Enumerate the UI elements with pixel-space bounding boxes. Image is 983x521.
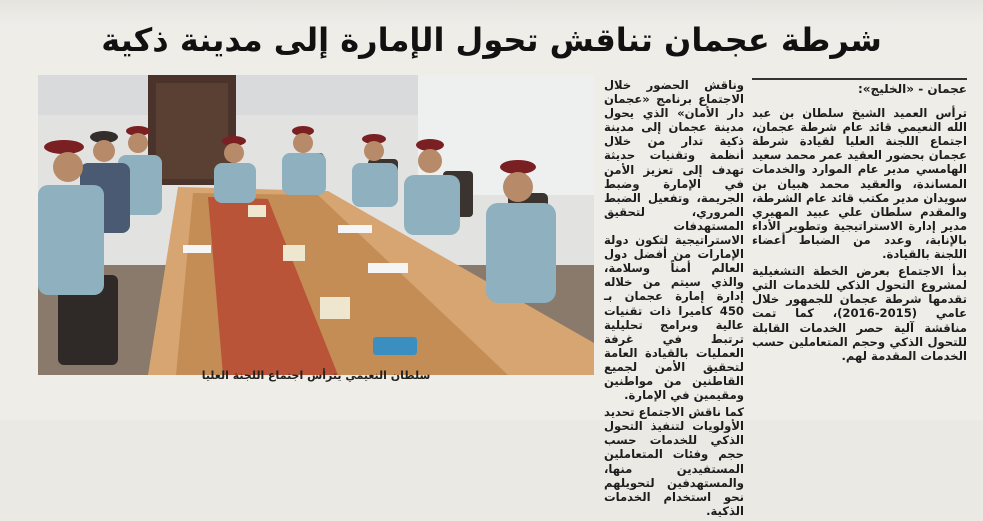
meeting-photo — [38, 75, 594, 375]
article-paragraph: بدأ الاجتماع بعرض الخطة التشغيلية لمشروع التحول الذكي للخدمات التي تقدمها شرطة عجمان للجمهور خلال عامي (2015-2016)، كما تمت مناقشة آلية حصر الخدمات القابلة للتحول الذكي وحجم المتعاملين حسب الخدمات المقدمة لهم. — [752, 264, 967, 363]
article-paragraph: وناقش الحضور خلال الاجتماع برنامج «عجمان دار الأمان» الذي يحول مدينة عجمان إلى مدينة ذكية تدار من خلال أنظمة وتقنيات حديثة تهدف إلى تعزيز الأمن في الإمارة وضبط الجريمة، وتفعيل الضبط المروري، لتحقيق المستهدفات الاستراتيجية لتكون دولة الإمارات من أفضل دول العالم أمناً وسلامة، والذي سيتم من خلاله إدارة إمارة عجمان بـ 450 كاميرا ذات تقنيات عالية وبرامج تحليلية ترتبط في غرفة العمليات بالقيادة العامة لتحقيق الأمن لجميع القاطنين من مواطنين ومقيمين في الإمارة. — [604, 78, 744, 403]
article-paragraph: ترأس العميد الشيخ سلطان بن عبد الله النعيمي قائد عام شرطة عجمان، اجتماع اللجنة العليا لقيادة شرطة عجمان بحضور العقيد عمر محمد سعيد الهامسي مدير عام الموارد والخدمات المساندة، والعقيد محمد هبيان بن سويدان مدير مكتب قائد عام الشرطة، والمقدم سلطان علي عبيد المهيري مدير إدارة الاستراتيجية وتطوير الأداء بالإنابة، وعدد من الضباط أعضاء اللجنة بالقيادة. — [752, 106, 967, 262]
article-source: عجمان - «الخليج»: — [752, 78, 967, 96]
photo-caption: سلطان النعيمي يترأس اجتماع اللجنة العليا — [201, 369, 431, 382]
article-headline: شرطة عجمان تناقش تحول الإمارة إلى مدينة ذكية — [101, 21, 882, 59]
meeting-photo-illustration — [38, 75, 594, 375]
article-paragraph: كما ناقش الاجتماع تحديد الأولويات لتنفيذ التحول الذكي للخدمات حسب حجم وفئات المتعاملين المستفيدين منها، والمستهدفين لتحويلهم نحو استخدام الخدمات الذكية. — [604, 405, 744, 518]
article-column-middle — [604, 78, 744, 521]
article-column-right — [752, 78, 967, 366]
